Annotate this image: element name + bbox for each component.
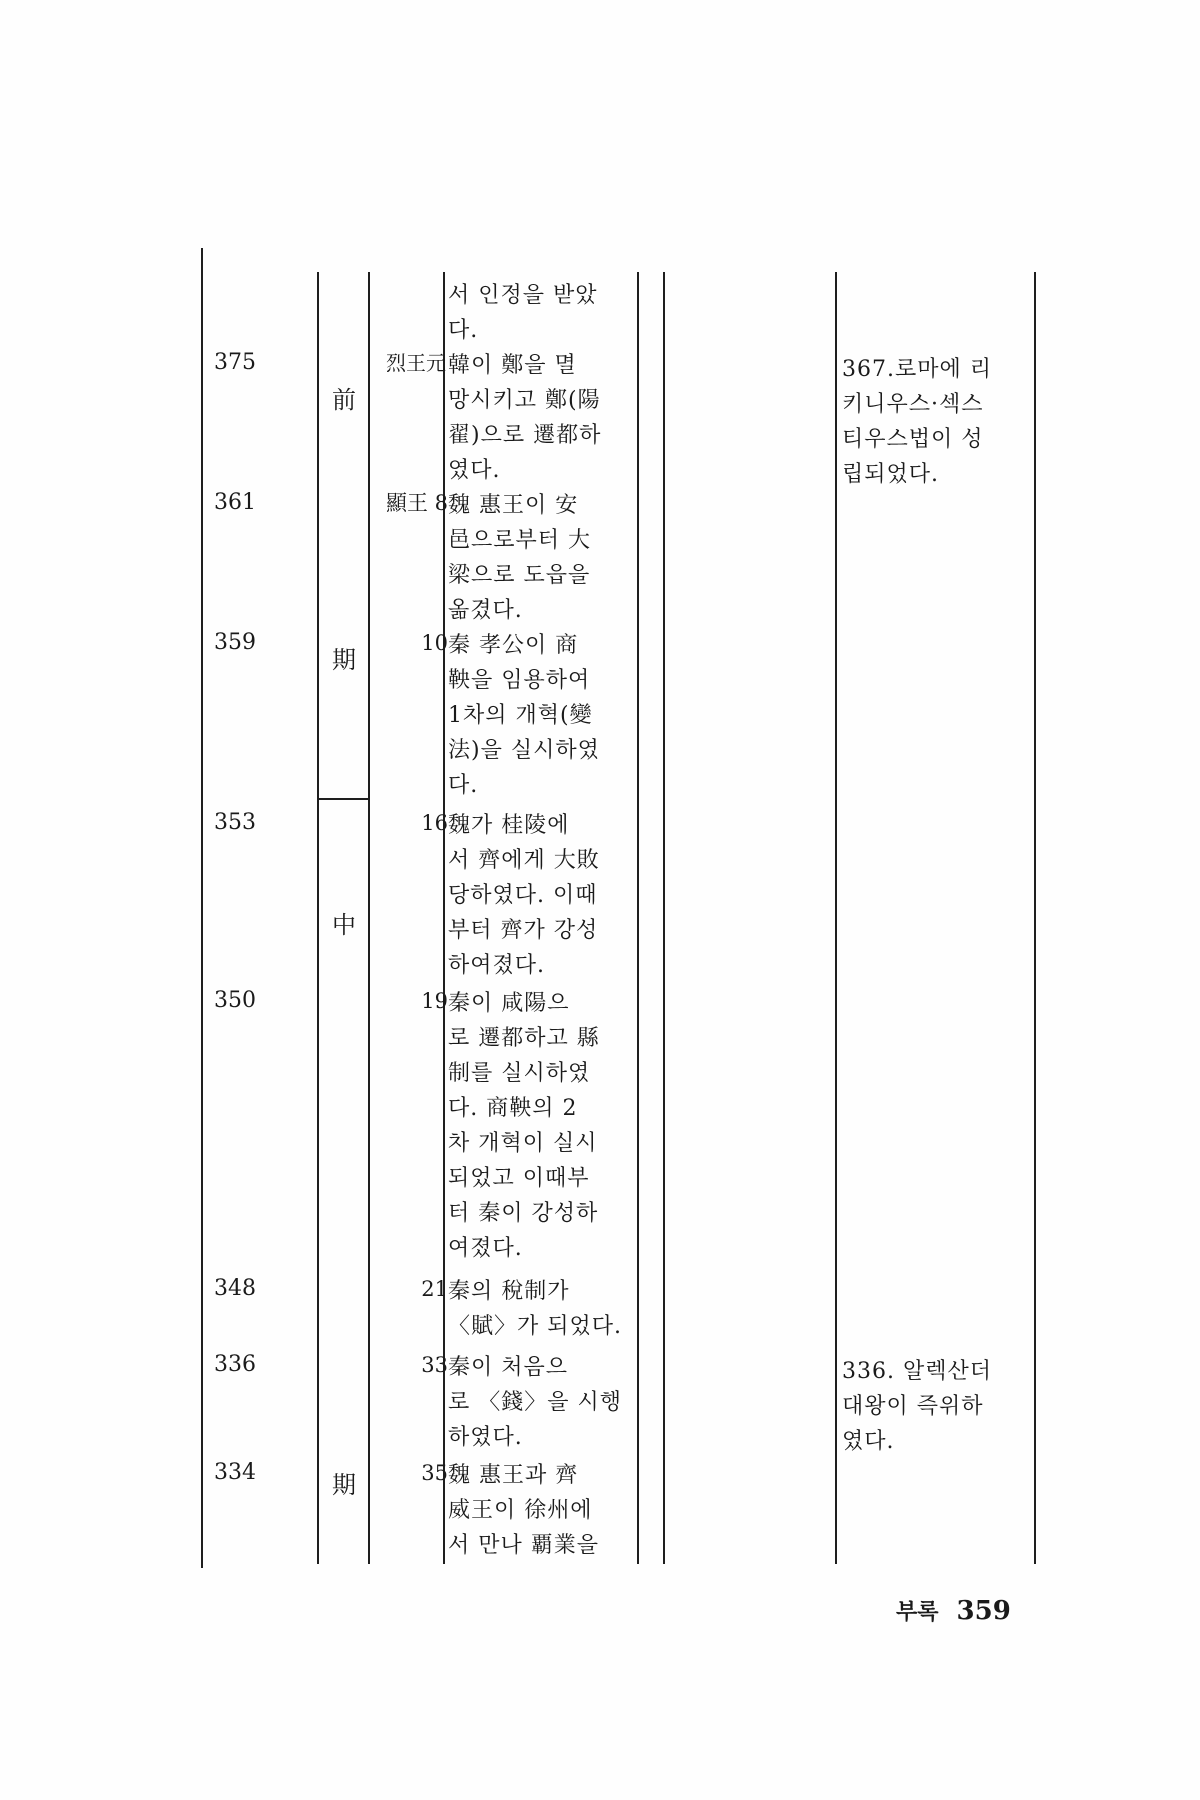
event-line: 梁으로 도읍을 bbox=[448, 563, 591, 588]
world-event-line: 대왕이 즉위하 bbox=[842, 1394, 984, 1419]
event-line: 다. bbox=[448, 318, 479, 343]
event-line: 〈賦〉가 되었다. bbox=[448, 1314, 622, 1339]
event-line: 로 〈錢〉을 시행 bbox=[448, 1390, 622, 1415]
period-middle-label-top: 中 bbox=[332, 911, 356, 939]
event-text bbox=[448, 488, 628, 628]
table-left-border bbox=[201, 248, 203, 1568]
world-event-line: 티우스법이 성 bbox=[842, 427, 984, 452]
event-line: 翟)으로 遷都하 bbox=[448, 423, 602, 448]
event-line: 서 齊에게 大敗 bbox=[448, 848, 600, 873]
event-line: 하였다. bbox=[448, 1425, 523, 1450]
event-text bbox=[448, 348, 628, 488]
column-divider-event-right-b bbox=[663, 272, 665, 1564]
event-line: 制를 실시하였 bbox=[448, 1061, 591, 1086]
event-line: 서 인정을 받았 bbox=[448, 283, 598, 308]
event-line: 옮겼다. bbox=[448, 598, 523, 623]
reign-cell: 35 bbox=[421, 1461, 448, 1485]
event-text bbox=[448, 278, 628, 348]
event-line: 였다. bbox=[448, 458, 501, 483]
event-text bbox=[448, 1350, 628, 1455]
world-event-line: 였다. bbox=[842, 1429, 895, 1454]
world-event-text bbox=[842, 1354, 1024, 1459]
year-cell: 350 bbox=[214, 988, 256, 1013]
event-line: 다. 商鞅의 2 bbox=[448, 1096, 578, 1121]
event-line: 秦의 稅制가 bbox=[448, 1279, 570, 1304]
year-cell: 375 bbox=[214, 350, 256, 375]
event-line: 여졌다. bbox=[448, 1236, 523, 1261]
year-cell: 359 bbox=[214, 630, 256, 655]
year-cell: 348 bbox=[214, 1276, 256, 1301]
event-line: 서 만나 覇業을 bbox=[448, 1533, 599, 1558]
event-line: 秦이 咸陽으 bbox=[448, 991, 570, 1016]
column-divider-world-left bbox=[835, 272, 837, 1564]
event-line: 韓이 鄭을 멸 bbox=[448, 353, 577, 378]
year-cell: 353 bbox=[214, 810, 256, 835]
world-event-line: 336. 알렉산더 bbox=[842, 1359, 992, 1384]
event-line: 秦이 처음으 bbox=[448, 1355, 569, 1380]
event-line: 秦 孝公이 商 bbox=[448, 633, 579, 658]
reign-cell: 16 bbox=[421, 811, 448, 835]
event-line: 터 秦이 강성하 bbox=[448, 1201, 599, 1226]
reign-cell: 19 bbox=[421, 989, 448, 1013]
event-line: 鞅을 임용하여 bbox=[448, 668, 591, 693]
section-label: 부록 bbox=[896, 1599, 939, 1625]
reign-cell: 烈王元 bbox=[386, 351, 446, 375]
event-line: 邑으로부터 大 bbox=[448, 528, 592, 553]
period-early-label-top: 前 bbox=[332, 386, 356, 414]
event-text bbox=[448, 628, 628, 803]
event-line: 차 개혁이 실시 bbox=[448, 1131, 598, 1156]
period-early-label-bottom: 期 bbox=[332, 646, 356, 674]
reign-cell: 10 bbox=[421, 631, 448, 655]
world-event-text bbox=[842, 352, 1024, 492]
page-footer bbox=[896, 1595, 1011, 1626]
event-line: 威王이 徐州에 bbox=[448, 1498, 593, 1523]
reign-cell: 33 bbox=[421, 1353, 448, 1377]
event-line: 되었고 이때부 bbox=[448, 1166, 590, 1191]
period-middle-label-bottom: 期 bbox=[332, 1471, 356, 1499]
event-line: 다. bbox=[448, 773, 479, 798]
event-line: 로 遷都하고 縣 bbox=[448, 1026, 600, 1051]
event-text bbox=[448, 986, 628, 1266]
column-divider-event-right-a bbox=[637, 272, 639, 1564]
event-line: 망시키고 鄭(陽 bbox=[448, 388, 601, 413]
event-line: 1차의 개혁(變 bbox=[448, 703, 593, 728]
world-event-line: 립되었다. bbox=[842, 462, 940, 487]
event-line: 당하였다. 이때 bbox=[448, 883, 598, 908]
event-line: 하여졌다. bbox=[448, 953, 546, 978]
event-line: 法)을 실시하였 bbox=[448, 738, 600, 763]
world-event-line: 367.로마에 리 bbox=[842, 357, 992, 382]
page-number: 359 bbox=[956, 1596, 1011, 1626]
world-event-line: 키니우스·섹스 bbox=[842, 392, 984, 417]
event-line: 魏 惠王이 安 bbox=[448, 493, 579, 518]
reign-cell: 顯王 8 bbox=[385, 491, 448, 515]
period-separator-line bbox=[318, 798, 368, 800]
event-line: 魏 惠王과 齊 bbox=[448, 1463, 579, 1488]
year-cell: 361 bbox=[214, 490, 256, 515]
column-divider-year-period bbox=[317, 272, 319, 1564]
event-line: 魏가 桂陵에 bbox=[448, 813, 570, 838]
event-line: 부터 齊가 강성 bbox=[448, 918, 599, 943]
year-cell: 334 bbox=[214, 1460, 256, 1485]
reign-cell: 21 bbox=[421, 1277, 448, 1301]
event-text bbox=[448, 1274, 628, 1344]
year-cell: 336 bbox=[214, 1352, 256, 1377]
event-text bbox=[448, 808, 628, 983]
table-right-border bbox=[1034, 272, 1036, 1564]
event-text bbox=[448, 1458, 628, 1563]
